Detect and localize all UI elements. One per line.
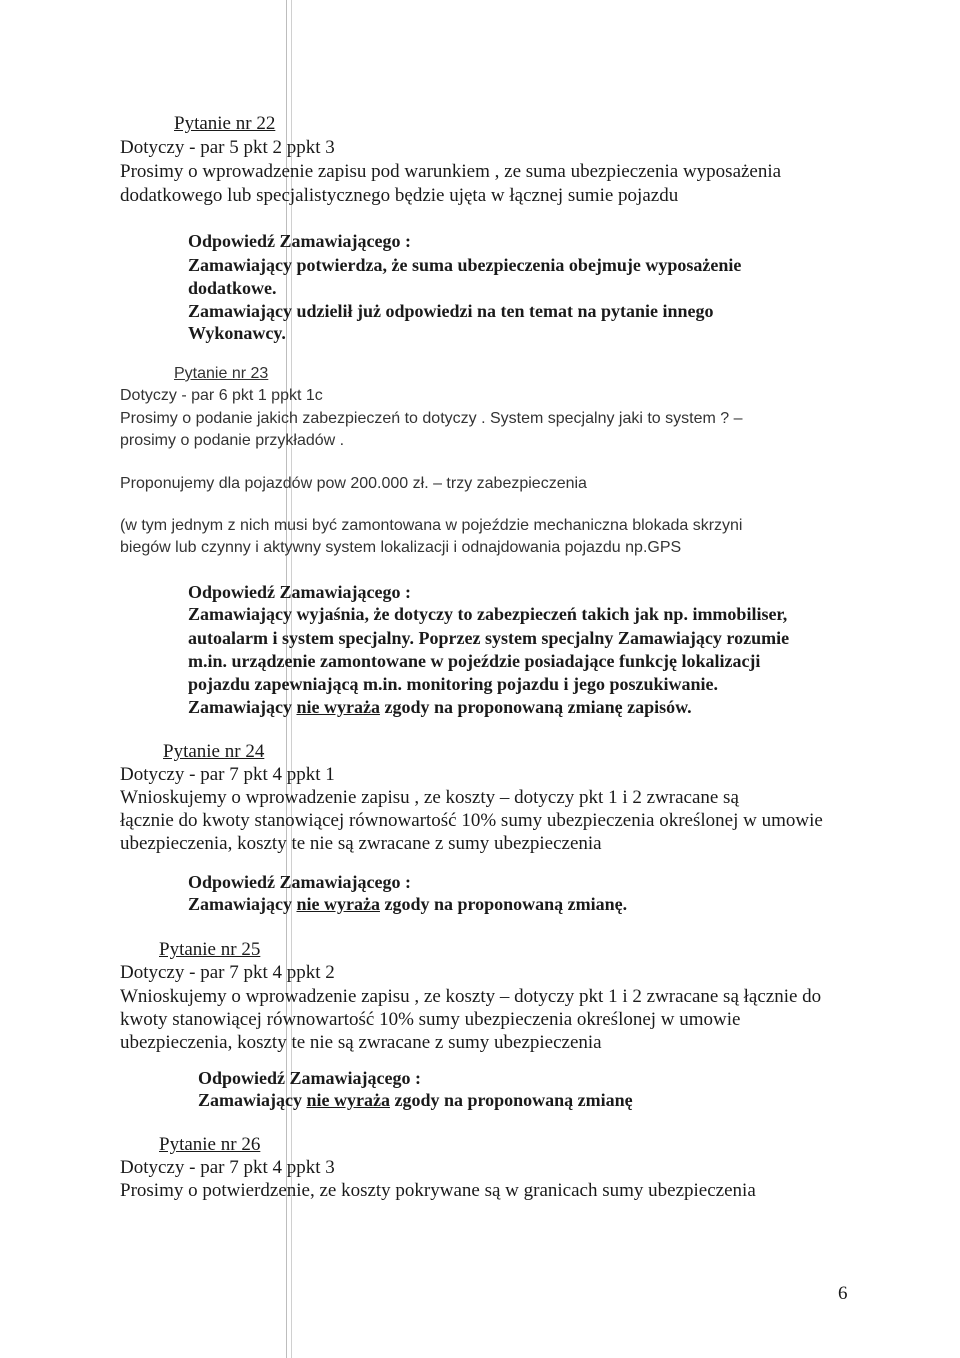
question-25-answer-line	[198, 1091, 633, 1109]
question-22-reference: Dotyczy - par 5 pkt 2 ppkt 3	[120, 137, 335, 158]
answer-text: Zamawiający	[188, 894, 297, 914]
question-22-answer-line: Wykonawcy.	[188, 323, 286, 343]
question-23-text-line: prosimy o podanie przykładów .	[120, 432, 345, 449]
question-22-answer-line: dodatkowe.	[188, 278, 277, 298]
question-24-answer-line	[188, 895, 627, 913]
question-25-answer-label: Odpowiedź Zamawiającego :	[198, 1068, 421, 1088]
question-23-reference: Dotyczy - par 6 pkt 1 ppkt 1c	[120, 387, 323, 404]
question-25-text-line: ubezpieczenia, koszty te nie są zwracane z sumy ubezpieczenia	[120, 1032, 602, 1053]
question-23-text-line: biegów lub czynny i aktywny system lokalizacji i odnajdowania pojazdu np.GPS	[120, 539, 682, 556]
question-22-answer-line: Zamawiający udzielił już odpowiedzi na ten temat na pytanie innego	[188, 301, 714, 321]
question-26-text-line: Prosimy o potwierdzenie, ze koszty pokrywane są w granicach sumy ubezpieczenia	[120, 1180, 756, 1201]
answer-text: Zamawiający	[198, 1090, 307, 1110]
question-25-text-line: kwoty stanowiącej równowartość 10% sumy ubezpieczenia określonej w umowie	[120, 1009, 741, 1030]
answer-text: zgody na proponowaną zmianę zapisów.	[379, 697, 692, 717]
question-23-answer-line: Zamawiający wyjaśnia, że dotyczy to zabezpieczeń takich jak np. immobiliser,	[188, 604, 788, 624]
question-25-reference: Dotyczy - par 7 pkt 4 ppkt 2	[120, 962, 335, 983]
question-24-text-line: ubezpieczenia, koszty te nie są zwracane z sumy ubezpieczenia	[120, 833, 602, 854]
question-22-title: Pytanie nr 22	[174, 113, 276, 134]
page-number: 6	[838, 1283, 848, 1304]
question-23-title: Pytanie nr 23	[174, 365, 269, 382]
question-23-text-line: Proponujemy dla pojazdów pow 200.000 zł. – trzy zabezpieczenia	[120, 475, 587, 492]
question-23-text-line: (w tym jednym z nich musi być zamontowana w pojeździe mechaniczna blokada skrzyni	[120, 517, 743, 534]
question-24-answer-label: Odpowiedź Zamawiającego :	[188, 872, 411, 892]
question-22-text-line: Prosimy o wprowadzenie zapisu pod warunkiem , ze suma ubezpieczenia wyposażenia	[120, 161, 782, 182]
question-22-answer-label: Odpowiedź Zamawiającego :	[188, 231, 411, 251]
question-23-answer-label: Odpowiedź Zamawiającego :	[188, 582, 411, 602]
question-24-title: Pytanie nr 24	[163, 741, 265, 762]
answer-emphasis: nie wyraża	[306, 1090, 390, 1110]
question-23-text-line: Prosimy o podanie jakich zabezpieczeń to dotyczy . System specjalny jaki to system ? –	[120, 410, 743, 427]
answer-emphasis: nie wyraża	[296, 697, 380, 717]
answer-emphasis: nie wyraża	[296, 894, 380, 914]
answer-text: Zamawiający	[188, 697, 297, 717]
question-23-answer-line: pojazdu zapewniającą m.in. monitoring pojazdu i jego poszukiwanie.	[188, 674, 719, 694]
question-24-reference: Dotyczy - par 7 pkt 4 ppkt 1	[120, 764, 335, 785]
answer-text: zgody na proponowaną zmianę.	[379, 894, 628, 914]
question-22-answer-line: Zamawiający potwierdza, że suma ubezpieczenia obejmuje wyposażenie	[188, 255, 742, 275]
question-23-answer-line: autoalarm i system specjalny. Poprzez system specjalny Zamawiający rozumie	[188, 628, 790, 648]
question-25-title: Pytanie nr 25	[159, 939, 261, 960]
question-25-text-line: Wnioskujemy o wprowadzenie zapisu , ze koszty – dotyczy pkt 1 i 2 zwracane są łącznie do	[120, 986, 822, 1007]
question-24-text-line: łącznie do kwoty stanowiącej równowartość 10% sumy ubezpieczenia określonej w umowie	[120, 810, 823, 831]
question-22-text-line: dodatkowego lub specjalistycznego będzie ujęta w łącznej sumie pojazdu	[120, 185, 679, 206]
question-23-answer-line	[188, 698, 692, 716]
question-23-answer-line: m.in. urządzenie zamontowane w pojeździe posiadające funkcję lokalizacji	[188, 651, 761, 671]
question-24-text-line: Wnioskujemy o wprowadzenie zapisu , ze koszty – dotyczy pkt 1 i 2 zwracane są	[120, 787, 739, 808]
answer-text: zgody na proponowaną zmianę	[389, 1090, 633, 1110]
question-26-title: Pytanie nr 26	[159, 1134, 261, 1155]
question-26-reference: Dotyczy - par 7 pkt 4 ppkt 3	[120, 1157, 335, 1178]
